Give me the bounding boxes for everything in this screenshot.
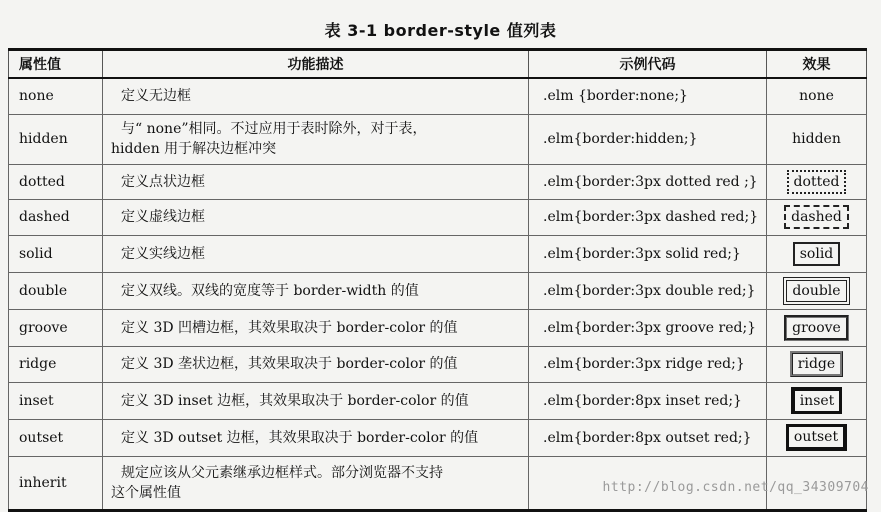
- row-property: dotted: [9, 164, 103, 199]
- row-description-line1: 规定应该从父元素继承边框样式。部分浏览器不支持: [121, 464, 443, 481]
- row-description: 定义 3D outset 边框，其效果取决于 border-color 的值: [103, 419, 529, 456]
- row-property: hidden: [9, 114, 103, 164]
- table-header-row: [9, 50, 867, 79]
- row-description: 定义无边框: [103, 78, 529, 114]
- effect-sample-dotted: dotted: [787, 170, 847, 194]
- row-property: ridge: [9, 346, 103, 382]
- table-row: [9, 272, 867, 309]
- row-description-line2: 这个属性值: [111, 484, 181, 501]
- row-effect: [767, 235, 867, 272]
- table-row: [9, 382, 867, 419]
- row-description-line1: 与“ none”相同。不过应用于表时除外，对于表，: [121, 121, 427, 137]
- row-property: double: [9, 272, 103, 309]
- row-effect: [767, 78, 867, 114]
- row-property: solid: [9, 235, 103, 272]
- effect-sample: none: [799, 88, 834, 105]
- table-row: [9, 114, 867, 164]
- effect-sample-ridge: ridge: [790, 351, 843, 377]
- effect-sample-inset: inset: [791, 387, 843, 414]
- row-description: 定义虚线边框: [103, 199, 529, 235]
- effect-sample-groove: groove: [784, 315, 849, 341]
- row-effect: [767, 199, 867, 235]
- effect-sample-solid: solid: [793, 242, 841, 266]
- row-description: 定义点状边框: [103, 164, 529, 199]
- table-row: [9, 309, 867, 346]
- row-description: 定义 3D 凹槽边框，其效果取决于 border-color 的值: [103, 309, 529, 346]
- row-code: .elm{border:hidden;}: [529, 114, 767, 164]
- row-code: .elm{border:3px dashed red;}: [529, 199, 767, 235]
- table-row: [9, 419, 867, 456]
- row-code: .elm{border:3px ridge red;}: [529, 346, 767, 382]
- row-code: .elm{border:8px inset red;}: [529, 382, 767, 419]
- watermark-url: http://blog.csdn.net/qq_34309704: [602, 480, 869, 495]
- row-description: 定义双线。双线的宽度等于 border-width 的值: [103, 272, 529, 309]
- table-row: [9, 346, 867, 382]
- row-code: .elm{border:3px groove red;}: [529, 309, 767, 346]
- row-description: 定义 3D 垄状边框，其效果取决于 border-color 的值: [103, 346, 529, 382]
- row-code: .elm{border:8px outset red;}: [529, 419, 767, 456]
- row-effect: [767, 382, 867, 419]
- row-property: inset: [9, 382, 103, 419]
- effect-sample-outset: outset: [786, 424, 847, 451]
- table-row: [9, 164, 867, 199]
- table-caption: 表 3-1 border-style 值列表: [324, 21, 557, 40]
- effect-sample-dashed: dashed: [784, 205, 849, 229]
- row-description: 定义 3D inset 边框，其效果取决于 border-color 的值: [103, 382, 529, 419]
- header-example-code: 示例代码: [529, 50, 767, 79]
- effect-sample-double: double: [783, 277, 849, 305]
- row-code: .elm {border:none;}: [529, 78, 767, 114]
- row-description-line2: hidden 用于解决边框冲突: [111, 141, 277, 157]
- row-property: inherit: [9, 456, 103, 510]
- table-row: [9, 78, 867, 114]
- row-description: [103, 456, 529, 510]
- row-property: none: [9, 78, 103, 114]
- header-property-value: 属性值: [9, 50, 103, 79]
- effect-sample: hidden: [792, 131, 841, 147]
- row-effect: [767, 114, 867, 164]
- row-property: dashed: [9, 199, 103, 235]
- row-effect: [767, 164, 867, 199]
- row-description: [103, 114, 529, 164]
- row-effect: [767, 272, 867, 309]
- row-property: groove: [9, 309, 103, 346]
- table-row: [9, 235, 867, 272]
- row-code: .elm{border:3px dotted red ;}: [529, 164, 767, 199]
- table-row: [9, 199, 867, 235]
- row-effect: [767, 346, 867, 382]
- row-effect: [767, 309, 867, 346]
- header-effect: 效果: [767, 50, 867, 79]
- row-code: .elm{border:3px double red;}: [529, 272, 767, 309]
- row-property: outset: [9, 419, 103, 456]
- row-effect: [767, 419, 867, 456]
- row-description: 定义实线边框: [103, 235, 529, 272]
- row-code: .elm{border:3px solid red;}: [529, 235, 767, 272]
- header-description: 功能描述: [103, 50, 529, 79]
- border-style-table: [8, 48, 867, 512]
